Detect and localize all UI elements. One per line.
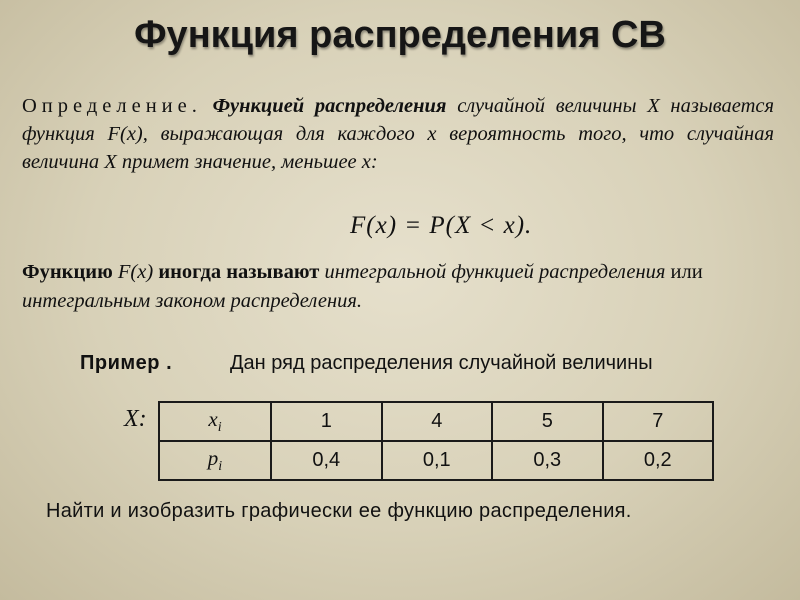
x-header-cell	[159, 402, 271, 441]
p-value-cell: 0,1	[382, 441, 493, 480]
p-value-cell: 0,4	[271, 441, 382, 480]
p-header-sub: i	[218, 459, 223, 475]
x-header: x	[208, 406, 218, 431]
definition-lead: Определение.	[22, 95, 202, 117]
definition-body: случайной величины X называется функция F(x), выражающая для каждого x вероятность того, что случайная величина X примет значение, меньшее x:	[22, 95, 775, 173]
definition-term: Функцией распределения	[212, 95, 447, 117]
x-value-cell: 1	[271, 402, 382, 441]
x-header-sub: i	[217, 420, 222, 436]
table-row-p	[159, 441, 713, 480]
distribution-formula: F(x) = P(X < x).	[350, 212, 533, 239]
note-part1: Функцию	[22, 261, 118, 283]
note-term1: интегральной функцией распределения	[324, 261, 666, 283]
example-line	[80, 352, 760, 375]
note-part3: или	[665, 261, 703, 283]
note-paragraph	[22, 258, 774, 316]
p-value-cell: 0,2	[603, 441, 714, 480]
example-text: Дан ряд распределения случайной величины	[230, 352, 653, 374]
table-row-x	[159, 402, 713, 441]
p-value-cell: 0,3	[492, 441, 603, 480]
x-value-cell: 5	[492, 402, 603, 441]
note-part2: иногда называют	[153, 261, 325, 283]
slide-title: Функция распределения СВ	[134, 14, 666, 56]
p-header: p	[207, 445, 219, 470]
definition-paragraph	[22, 92, 774, 176]
random-variable-label: X:	[124, 406, 147, 432]
task-text: Найти и изобразить графически ее функцию распределения.	[46, 500, 632, 522]
distribution-table	[158, 401, 714, 481]
example-label: Пример .	[80, 352, 173, 374]
note-term2: интегральным законом распределения.	[22, 290, 363, 312]
note-fx: F(x)	[117, 261, 154, 283]
x-value-cell: 7	[603, 402, 714, 441]
x-value-cell: 4	[382, 402, 493, 441]
p-header-cell	[159, 441, 271, 480]
